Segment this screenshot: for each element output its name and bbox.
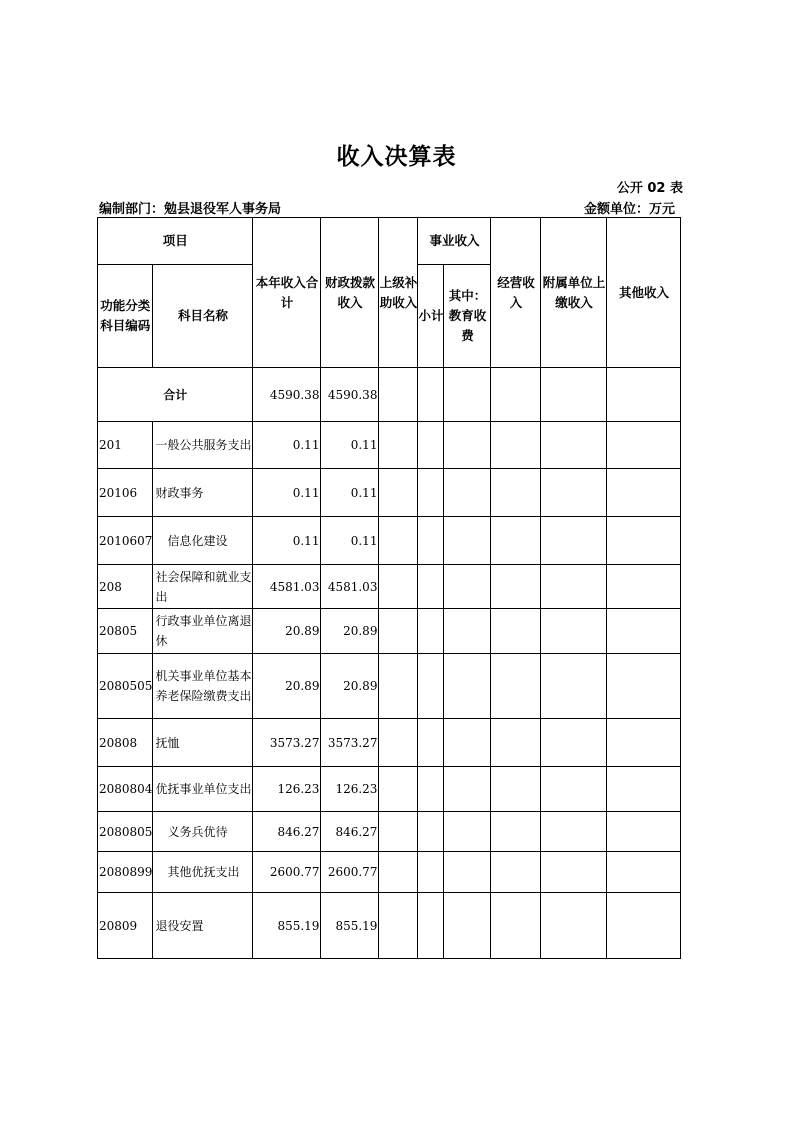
row-total: 2600.77 — [253, 852, 321, 893]
header-total-income: 本年收入合计 — [253, 218, 321, 368]
header-superior: 上级补助收入 — [379, 218, 418, 368]
row-code: 2080804 — [98, 767, 153, 812]
table-row — [98, 654, 681, 719]
row-name: 抚恤 — [153, 719, 253, 767]
header-other: 其他收入 — [607, 218, 681, 368]
row-fiscal: 2600.77 — [321, 852, 379, 893]
table-row — [98, 893, 681, 959]
total-income: 4590.38 — [253, 368, 321, 422]
row-name: 一般公共服务支出 — [153, 422, 253, 469]
row-total: 20.89 — [253, 609, 321, 654]
row-total: 0.11 — [253, 469, 321, 517]
total-fiscal: 4590.38 — [321, 368, 379, 422]
row-fiscal: 20.89 — [321, 654, 379, 719]
header-affiliated: 附属单位上缴收入 — [541, 218, 607, 368]
row-total: 846.27 — [253, 812, 321, 852]
header-subject-name: 科目名称 — [153, 265, 253, 368]
row-total: 20.89 — [253, 654, 321, 719]
department-label: 编制部门：勉县退役军人事务局 — [99, 202, 282, 217]
total-row — [98, 368, 681, 422]
row-code: 20808 — [98, 719, 153, 767]
row-fiscal: 4581.03 — [321, 565, 379, 609]
row-code: 2010607 — [98, 517, 153, 565]
row-fiscal: 846.27 — [321, 812, 379, 852]
row-code: 2080899 — [98, 852, 153, 893]
header-item: 项目 — [98, 218, 253, 265]
row-name: 信息化建设 — [153, 517, 253, 565]
row-code: 2080805 — [98, 812, 153, 852]
row-name: 财政事务 — [153, 469, 253, 517]
table-row — [98, 422, 681, 469]
row-fiscal: 0.11 — [321, 422, 379, 469]
row-total: 0.11 — [253, 422, 321, 469]
row-fiscal: 0.11 — [321, 469, 379, 517]
row-fiscal: 3573.27 — [321, 719, 379, 767]
unit-label: 金额单位：万元 — [583, 202, 675, 217]
row-name: 优抚事业单位支出 — [153, 767, 253, 812]
header-func-code: 功能分类科目编码 — [98, 265, 153, 368]
header-operating: 经营收入 — [491, 218, 541, 368]
row-total: 855.19 — [253, 893, 321, 959]
table-row — [98, 852, 681, 893]
row-code: 201 — [98, 422, 153, 469]
row-fiscal: 0.11 — [321, 517, 379, 565]
table-row — [98, 609, 681, 654]
row-name: 其他优抚支出 — [153, 852, 253, 893]
row-total: 126.23 — [253, 767, 321, 812]
row-code: 2080505 — [98, 654, 153, 719]
row-fiscal: 126.23 — [321, 767, 379, 812]
row-total: 4581.03 — [253, 565, 321, 609]
form-code: 公开 02 表 — [616, 181, 683, 196]
row-fiscal: 855.19 — [321, 893, 379, 959]
header-edu-fee: 其中：教育收费 — [444, 265, 491, 368]
table-row — [98, 469, 681, 517]
income-table — [97, 217, 681, 959]
table-row — [98, 767, 681, 812]
row-name: 义务兵优待 — [153, 812, 253, 852]
row-name: 机关事业单位基本养老保险缴费支出 — [153, 654, 253, 719]
row-total: 3573.27 — [253, 719, 321, 767]
row-code: 208 — [98, 565, 153, 609]
table-row — [98, 565, 681, 609]
row-total: 0.11 — [253, 517, 321, 565]
row-code: 20809 — [98, 893, 153, 959]
table-row — [98, 719, 681, 767]
row-fiscal: 20.89 — [321, 609, 379, 654]
row-code: 20805 — [98, 609, 153, 654]
header-subtotal: 小计 — [418, 265, 444, 368]
header-career: 事业收入 — [418, 218, 491, 265]
table-row — [98, 812, 681, 852]
table-row — [98, 517, 681, 565]
row-code: 20106 — [98, 469, 153, 517]
page-title: 收入决算表 — [336, 144, 457, 170]
header-fiscal: 财政拨款收入 — [321, 218, 379, 368]
total-label: 合计 — [98, 368, 253, 422]
row-name: 行政事业单位离退休 — [153, 609, 253, 654]
row-name: 社会保障和就业支出 — [153, 565, 253, 609]
row-name: 退役安置 — [153, 893, 253, 959]
